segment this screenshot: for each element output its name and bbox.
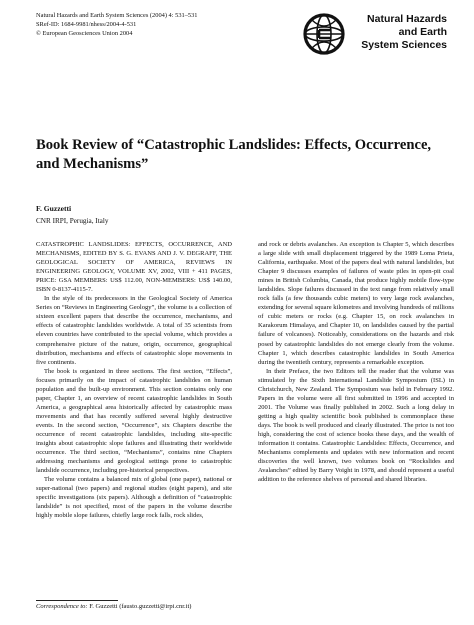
- logo-line-1: Natural Hazards: [367, 13, 447, 25]
- sref-id: SRef-ID: 1684-9981/nhess/2004-4-531: [36, 21, 137, 29]
- logo-line-3: System Sciences: [361, 39, 447, 51]
- journal-header: [36, 11, 198, 39]
- body-paragraph: The volume contains a balanced mix of global (one paper), national or super-national (two papers) and regional studies (eight papers), and site specific investigations (six papers). Although a definition of “catastrophic landslide” is not specified, most of the papers in the volume describe highly mobile slope failures, chiefly large rock falls, rock slides,: [36, 476, 232, 520]
- author-name: F. Guzzetti: [36, 204, 72, 213]
- body-paragraph: In their Preface, the two Editors tell the reader that the volume was stimulated by the Sixth International Landslide Symposium (ISL) in Christchurch, New Zealand. The Symposium was held in February 1992. Papers in the volume were all first submitted in 1996 and accepted in 2001. The Volume was finally published in 2002. Such a long delay in getting a high quality scientific book published is commonplace these days. The book is well produced and clearly illustrated. The price is not too high, considering the cost of science books these days, and the wealth of information it contains. Catastrophic Landslides: Effects, Occurrence, and Mechanisms complements and updates with new information and recent discoveries the well known, two volumes book on “Rockslides and Avalanches” edited by Barry Voight in 1978, and should represent a useful addition to the reference shelves of personal and shared libraries.: [258, 367, 454, 484]
- copyright-notice: © European Geosciences Union 2004: [36, 30, 133, 38]
- journal-logo-text: [343, 13, 447, 52]
- body-paragraph: The book is organized in three sections. The first section, “Effects”, focuses primarily on the impact of catastrophic landslides on human population and the built-up environment. This section contains only one paper, Chapter 1, an overview of recent catastrophic landslides in South America, a geographical area historically affected by catastrophic mass movements and that has recently suffered several highly destructive events. In the second section, “Occurrence”, six Chapters describe the occurrence of recent catastrophic landslides, including site-specific insights about catastrophic slope failures and illustrating their worldwide occurrence. The third section, “Mechanisms”, contains nine Chapters addressing mechanisms and geological settings prone to catastrophic landslide occurrence, including pre-historical perspectives.: [36, 367, 232, 475]
- book-citation-paragraph: CATASTROPHIC LANDSLIDES: EFFECTS, OCCURRENCE, AND MECHANISMS, EDITED BY S. G. EVANS AND J. V. DEGRAFF, THE GEOLOGICAL SOCIETY OF AMERICA, REVIEWS IN ENGINEERING GEOLOGY, VOLUME XV, 2002, VIII + 411 PAGES, PRICE: GSA MEMBERS: US$ 112.00, NON-MEMBERS: US$ 140.00, ISBN 0-8137-4115-7.: [36, 241, 232, 294]
- article-title: Book Review of “Catastrophic Landslides: Effects, Occurrence, and Mechanisms”: [36, 137, 432, 172]
- body-paragraph: and rock or debris avalanches. An exception is Chapter 5, which describes a large slide with small displacement triggered by the 1989 Loma Prieta, California, earthquake. Most of the papers deal with natural landslides, but Chapter 9 discusses examples of failures of waste piles in open-pit coal mines in British Columbia, Canada, that produce highly mobile flow-type landslides. Slope failures discussed in the text range from relatively small rock falls (a few thousands cubic meters) to very large rock avalanches, extending for several square kilometres and involving hundreds of millions of cubic meters or rocks (e.g. Chapter 15, on rock avalanches in Karakorum Himalaya, and Chapter 10, on landslides caused by the partial failure of volcanoes). Noticeably, considerations on the hazards and risk posed by catastrophic landslides do not emerge clearly from the volume. Chapter 1, which describes catastrophic landslides in South America during the twentieth century, represents a remarkable exception.: [258, 241, 454, 366]
- footnote-divider: [36, 600, 118, 601]
- left-column: [36, 240, 232, 520]
- right-column: [258, 240, 454, 484]
- correspondence-label: Correspondence to:: [36, 603, 88, 610]
- correspondence-footnote: [36, 603, 191, 610]
- logo-line-2: and Earth: [398, 26, 447, 38]
- journal-citation: Natural Hazards and Earth System Sciences (2004) 4: 531–531: [36, 12, 198, 19]
- correspondence-contact[interactable]: F. Guzzetti (fausto.guzzetti@irpi.cnr.it): [89, 603, 192, 610]
- author-affiliation: CNR IRPI, Perugia, Italy: [36, 217, 109, 225]
- body-paragraph: In the style of its predecessors in the Geological Society of America Series on “Reviews in Engineering Geology”, the volume is a collection of sixteen excellent papers that describe the occurrence, mechanisms, and effects of catastrophic landslides worldwide. A total of 35 scientists from eleven countries have contributed to the special volume, which provides a comprehensive picture of the nature, origin, occurrence, geographical distribution, mechanisms and effects of catastrophic slope movements in five continents.: [36, 295, 232, 366]
